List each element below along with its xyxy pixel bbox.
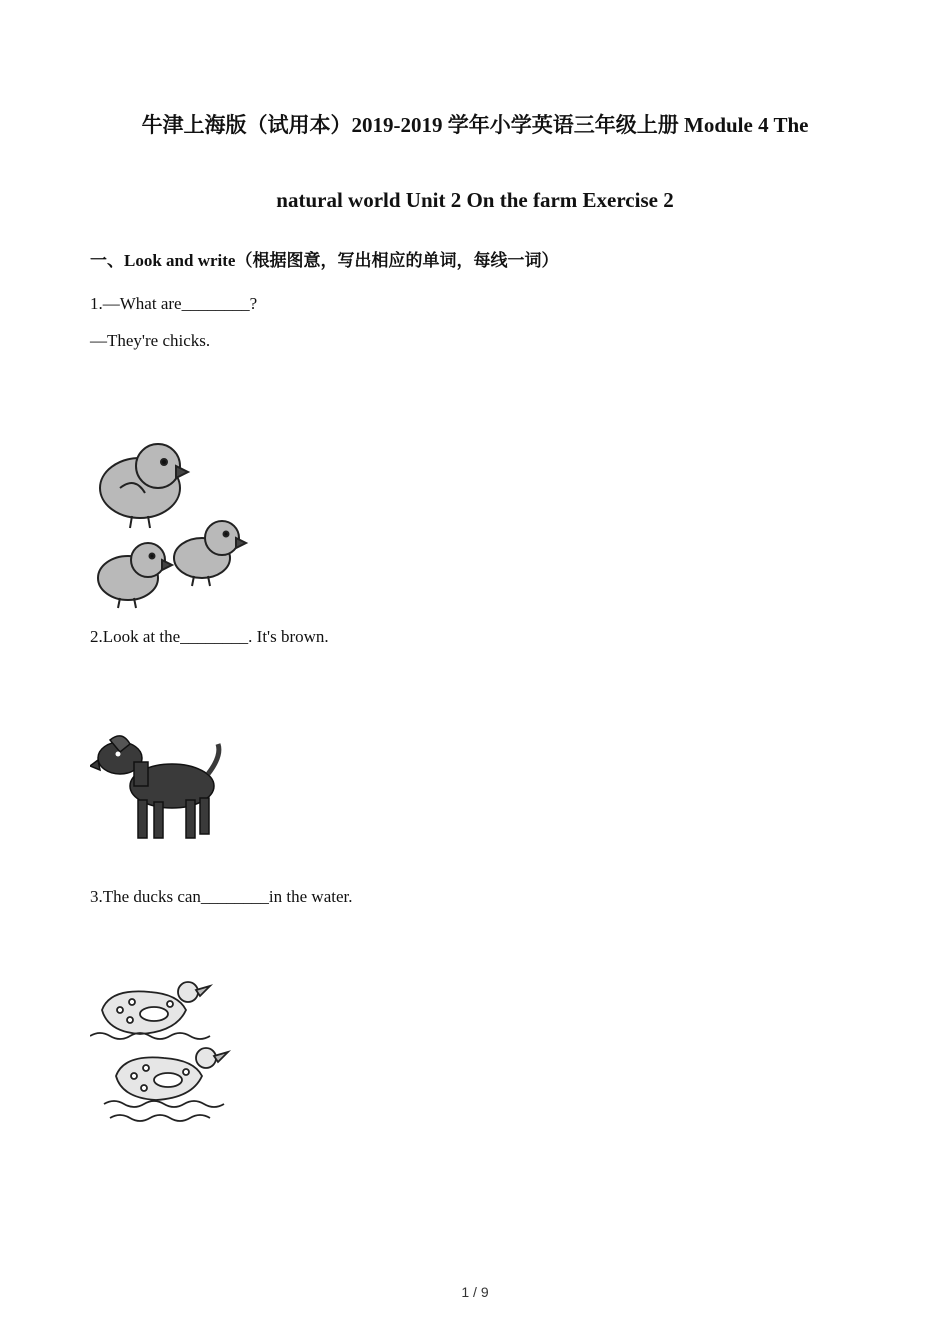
section-heading: 一、Look and write（根据图意，写出相应的单词，每线一词） — [90, 251, 559, 270]
document-title-line-2: natural world Unit 2 On the farm Exercise 2 — [276, 188, 674, 212]
swimming-ducks-illustration-icon — [90, 980, 234, 1130]
question-1-answer-line: —They're chicks. — [90, 331, 211, 350]
question-1-text: 1.—What are________? — [90, 294, 258, 313]
page-number: 1 / 9 — [461, 1284, 489, 1300]
chicks-illustration-icon — [90, 438, 250, 610]
dog-illustration-icon — [90, 726, 224, 848]
document-title-line-1: 牛津上海版（试用本）2019-2019 学年小学英语三年级上册 Module 4 The — [141, 113, 809, 137]
question-2-text: 2.Look at the________. It's brown. — [90, 627, 329, 646]
question-3-text: 3.The ducks can________in the water. — [90, 887, 353, 906]
